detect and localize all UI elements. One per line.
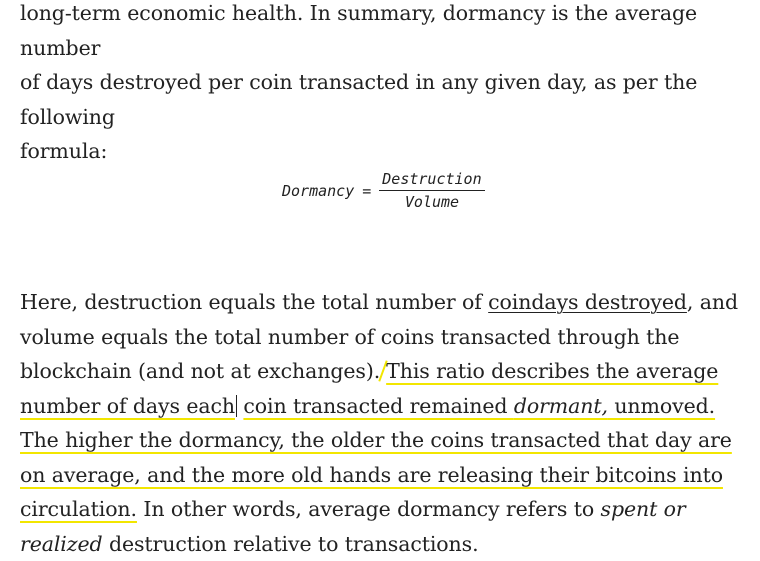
paragraph-destruction-volume	[20, 285, 755, 561]
formula-equals: =	[362, 181, 372, 200]
paragraph-line: formula:	[20, 139, 108, 163]
highlighted-text: This ratio describes the average number of days each	[20, 359, 719, 418]
highlighted-text-italic: dormant,	[513, 393, 608, 418]
paragraph-line: long-term economic health. In summary, dormancy is the average number	[20, 1, 698, 60]
paragraph-dormancy-summary	[20, 0, 750, 169]
text-run: In other words, average dormancy refers to	[136, 497, 601, 521]
formula-lhs: Dormancy	[282, 181, 355, 200]
coindays-destroyed-link[interactable]: coindays destroyed	[488, 290, 687, 314]
text-run: destruction relative to transactions.	[102, 531, 479, 556]
text-run: Here, destruction equals the total number of	[20, 290, 489, 314]
formula-fraction	[379, 170, 484, 211]
text-cursor	[236, 395, 237, 417]
formula-denominator: Volume	[404, 193, 460, 211]
italic-text: spent or realized	[20, 497, 686, 556]
formula-numerator: Destruction	[379, 170, 484, 191]
paragraph-line: of days destroyed per coin transacted in any given day, as per the following	[20, 70, 698, 129]
text-run: , and volume equals the total number of coins transacted through the blockchain (and not at exchanges).	[20, 290, 739, 383]
dormancy-formula	[282, 170, 485, 211]
highlighted-text: coin transacted remained	[243, 393, 514, 418]
highlighted-text: unmoved. The higher the dormancy, the older the coins transacted that day are on average, and the more old hands are releasing their bitcoins into circulation.	[20, 393, 732, 521]
